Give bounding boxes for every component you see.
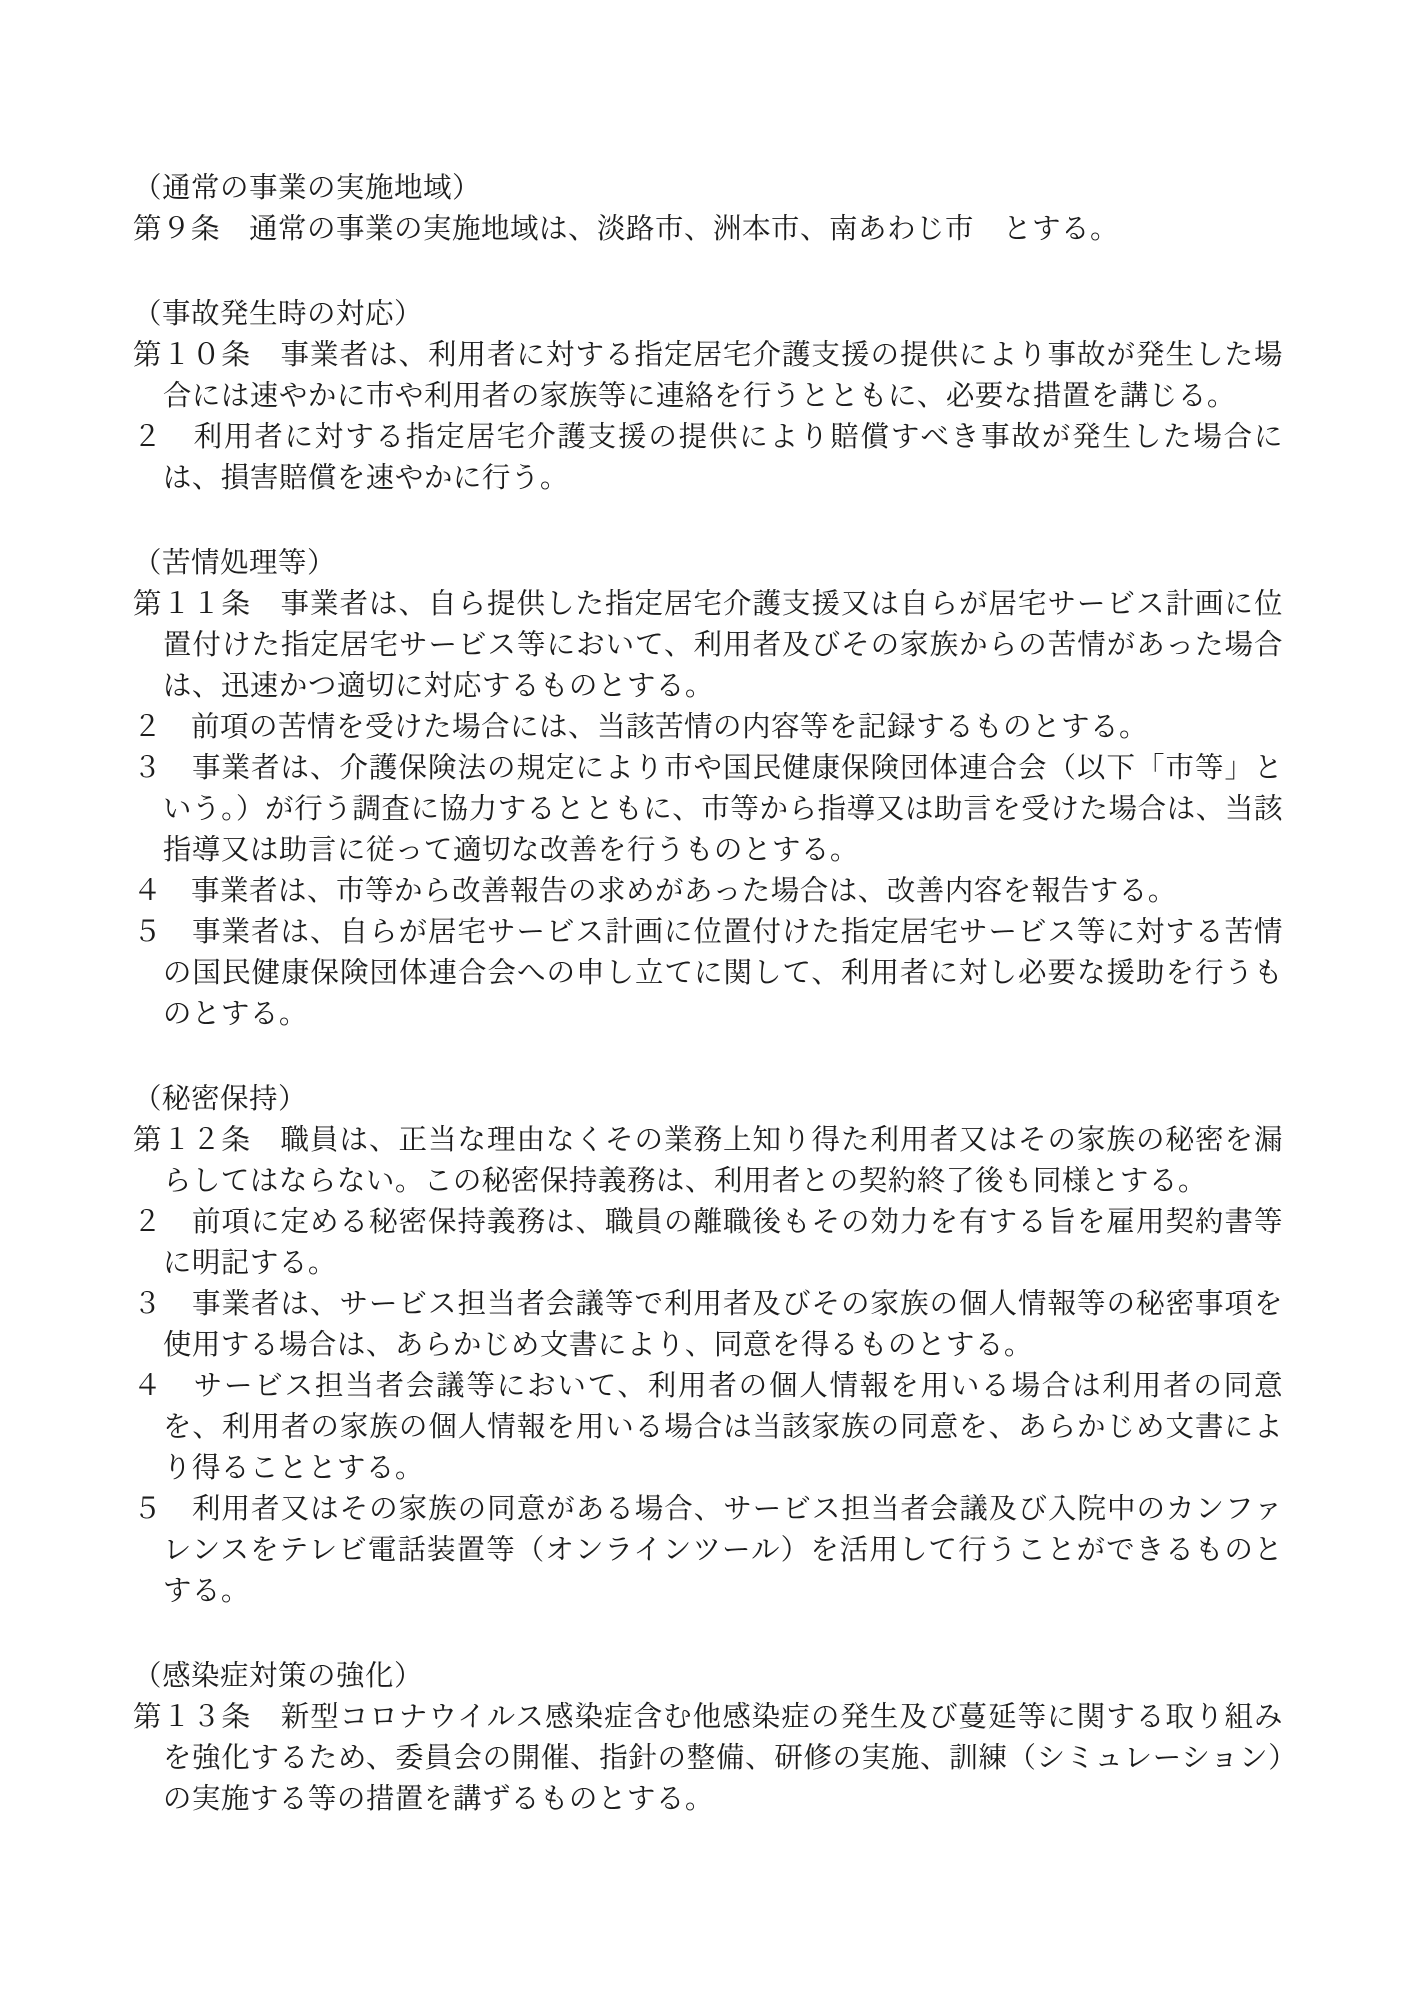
- section-heading: （苦情処理等）: [133, 546, 337, 579]
- paragraph: 第１１条 事業者は、自ら提供した指定居宅介護支援又は自らが居宅サービス計画に位置付けた指定居宅サービス等において、利用者及びその家族からの苦情があった場合は、迅速かつ適切に対応するものとする。: [133, 587, 1283, 702]
- document-section: [133, 293, 1283, 498]
- paragraph: ５ 利用者又はその家族の同意がある場合、サービス担当者会議及び入院中のカンファレンスをテレビ電話装置等（オンラインツール）を活用して行うことができるものとする。: [133, 1492, 1283, 1607]
- paragraph: 第１２条 職員は、正当な理由なくその業務上知り得た利用者又はその家族の秘密を漏らしてはならない。この秘密保持義務は、利用者との契約終了後も同様とする。: [133, 1123, 1283, 1197]
- section-heading: （感染症対策の強化）: [133, 1659, 424, 1692]
- paragraph: ５ 事業者は、自らが居宅サービス計画に位置付けた指定居宅サービス等に対する苦情の国民健康保険団体連合会への申し立てに関して、利用者に対し必要な援助を行うものとする。: [133, 915, 1283, 1030]
- paragraph: 第１３条 新型コロナウイルス感染症含む他感染症の発生及び蔓延等に関する取り組みを強化するため、委員会の開催、指針の整備、研修の実施、訓練（シミュレーション）の実施する等の措置を講ずるものとする。: [133, 1700, 1283, 1815]
- document-section: [133, 1078, 1283, 1611]
- section-heading: （秘密保持）: [133, 1082, 308, 1115]
- document-section: [133, 167, 1283, 249]
- paragraph: ２ 前項の苦情を受けた場合には、当該苦情の内容等を記録するものとする。: [133, 710, 1149, 743]
- paragraph: ３ 事業者は、サービス担当者会議等で利用者及びその家族の個人情報等の秘密事項を使用する場合は、あらかじめ文書により、同意を得るものとする。: [133, 1287, 1283, 1361]
- section-heading: （通常の事業の実施地域）: [133, 171, 482, 204]
- paragraph: ２ 前項に定める秘密保持義務は、職員の離職後もその効力を有する旨を雇用契約書等に明記する。: [133, 1205, 1283, 1279]
- paragraph: ４ 事業者は、市等から改善報告の求めがあった場合は、改善内容を報告する。: [133, 874, 1177, 907]
- document-section: [133, 1655, 1283, 1819]
- paragraph: ２ 利用者に対する指定居宅介護支援の提供により賠償すべき事故が発生した場合には、損害賠償を速やかに行う。: [133, 420, 1283, 494]
- paragraph: 第９条 通常の事業の実施地域は、淡路市、洲本市、南あわじ市 とする。: [133, 212, 1120, 245]
- document-text-column: [133, 167, 1283, 1819]
- section-heading: （事故発生時の対応）: [133, 297, 424, 330]
- document-section: [133, 542, 1283, 1034]
- paragraph: ４ サービス担当者会議等において、利用者の個人情報を用いる場合は利用者の同意を、利用者の家族の個人情報を用いる場合は当該家族の同意を、あらかじめ文書により得ることとする。: [133, 1369, 1283, 1484]
- paragraph: 第１０条 事業者は、利用者に対する指定居宅介護支援の提供により事故が発生した場合には速やかに市や利用者の家族等に連絡を行うとともに、必要な措置を講じる。: [133, 338, 1283, 412]
- paragraph: ３ 事業者は、介護保険法の規定により市や国民健康保険団体連合会（以下「市等」という。）が行う調査に協力するとともに、市等から指導又は助言を受けた場合は、当該指導又は助言に従って適切な改善を行うものとする。: [133, 751, 1283, 866]
